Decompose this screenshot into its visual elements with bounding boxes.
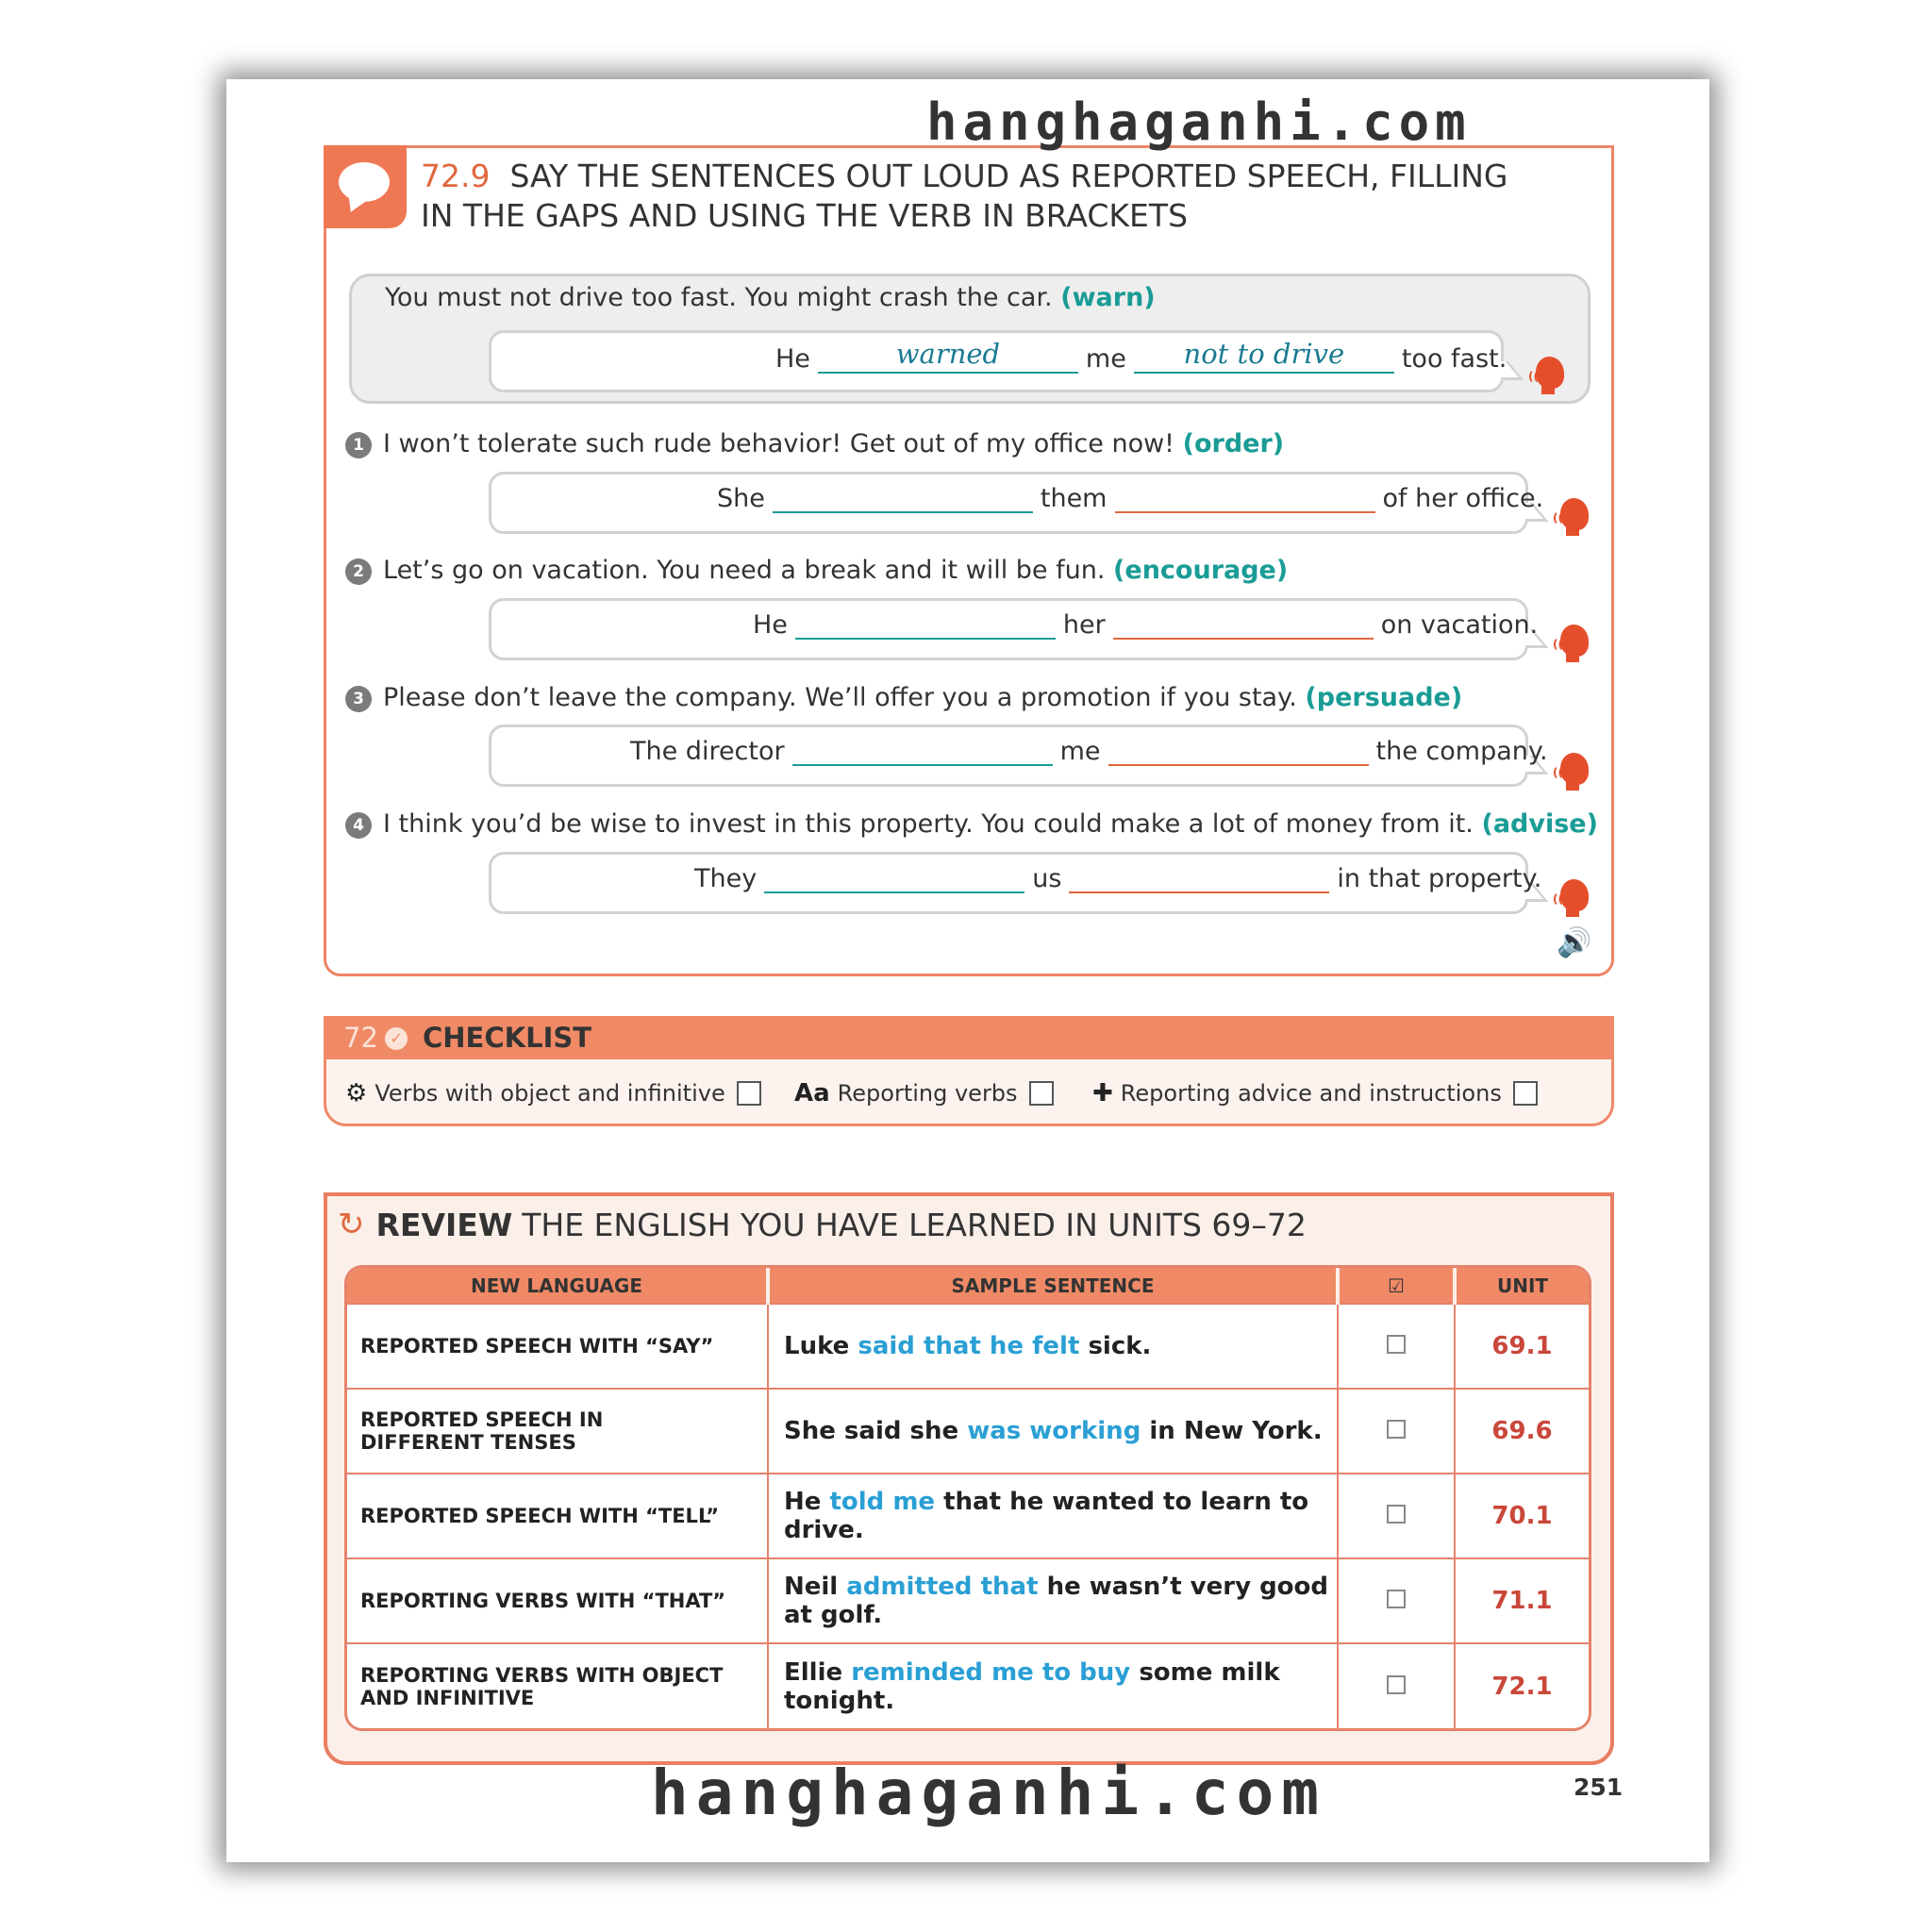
answer-gap-1[interactable] xyxy=(792,734,1053,766)
checkbox[interactable] xyxy=(1513,1081,1538,1106)
item-number: 3 xyxy=(345,686,372,712)
table-row: REPORTED SPEECH WITH “TELL” He told me that he wanted to learn to drive. 70.1 xyxy=(347,1474,1589,1558)
item-answer-line: She them of her office. xyxy=(717,481,1543,513)
review-title: ↻ REVIEW THE ENGLISH YOU HAVE LEARNED IN UNITS 69–72 xyxy=(338,1206,1307,1243)
checkbox[interactable] xyxy=(1387,1335,1406,1354)
exercise-title: 72.9 SAY THE SENTENCES OUT LOUD AS REPORTED SPEECH, FILLING IN THE GAPS AND USING THE VERB IN BRACKETS xyxy=(421,158,1508,234)
check-icon: ✓ xyxy=(385,1027,408,1050)
answer-gap-2[interactable] xyxy=(1115,481,1375,513)
page-number: 251 xyxy=(1574,1774,1624,1801)
answer-gap-1[interactable] xyxy=(795,608,1056,640)
table-row: REPORTING VERBS WITH “THAT” Neil admitted that he wasn’t very good at golf. 71.1 xyxy=(347,1558,1589,1643)
checklist-item: ⚙ Verbs with object and infinitive xyxy=(345,1079,761,1108)
item-prompt: Let’s go on vacation. You need a break and it will be fun. (encourage) xyxy=(383,556,1289,585)
item-answer-line: They us in that property. xyxy=(694,861,1541,893)
answer-gap-1[interactable] xyxy=(764,861,1024,893)
speaker-icon[interactable]: (( xyxy=(1553,753,1591,791)
speaker-icon[interactable]: (( xyxy=(1553,625,1591,662)
answer-gap-2[interactable] xyxy=(1069,861,1329,893)
text-icon: Aa xyxy=(794,1079,830,1108)
item-number: 4 xyxy=(345,812,372,839)
review-table xyxy=(347,1268,1589,1728)
example-gap-2: not to drive xyxy=(1134,341,1394,374)
answer-gap-2[interactable] xyxy=(1108,734,1369,766)
gears-icon: ⚙ xyxy=(345,1079,368,1108)
table-header-row: NEW LANGUAGE SAMPLE SENTENCE ☑ UNIT xyxy=(347,1268,1589,1304)
audio-icon[interactable]: 🔊 xyxy=(1557,926,1592,959)
speaker-icon[interactable]: (( xyxy=(1553,498,1591,536)
table-row: REPORTING VERBS WITH OBJECT AND INFINITIVE Ellie reminded me to buy some milk tonight. 72.1 xyxy=(347,1643,1589,1728)
puzzle-icon: ✚ xyxy=(1092,1079,1113,1108)
checkbox[interactable] xyxy=(1387,1590,1406,1608)
checkbox[interactable] xyxy=(737,1081,761,1106)
checklist-number: 72 xyxy=(343,1022,378,1054)
example-prompt: You must not drive too fast. You might crash the car. (warn) xyxy=(385,283,1156,312)
checkbox[interactable] xyxy=(1387,1505,1406,1524)
item-prompt: I think you’d be wise to invest in this property. You could make a lot of money from it. (advise) xyxy=(383,809,1598,839)
item-number: 2 xyxy=(345,558,372,585)
item-answer-line: The director me the company. xyxy=(630,734,1548,766)
checkbox[interactable] xyxy=(1029,1081,1054,1106)
item-prompt: I won’t tolerate such rude behavior! Get out of my office now! (order) xyxy=(383,429,1285,458)
checkbox[interactable] xyxy=(1387,1420,1406,1439)
checklist-title: CHECKLIST xyxy=(423,1022,592,1054)
watermark-top: hanghaganhi.com xyxy=(926,92,1472,152)
answer-gap-2[interactable] xyxy=(1113,608,1374,640)
answer-gap-1[interactable] xyxy=(773,481,1033,513)
exercise-number: 72.9 xyxy=(421,158,491,194)
checkbox[interactable] xyxy=(1387,1675,1406,1694)
example-gap-1: warned xyxy=(818,341,1078,374)
speaker-icon[interactable]: (( xyxy=(1553,879,1591,917)
item-prompt: Please don’t leave the company. We’ll offer you a promotion if you stay. (persuade) xyxy=(383,683,1463,712)
table-row: REPORTED SPEECH IN DIFFERENT TENSES She said she was working in New York. 69.6 xyxy=(347,1389,1589,1474)
checklist-item: Aa Reporting verbs xyxy=(794,1079,1054,1108)
item-answer-line: He her on vacation. xyxy=(753,608,1538,640)
table-row: REPORTED SPEECH WITH “SAY” Luke said that he felt sick. 69.1 xyxy=(347,1304,1589,1389)
item-number: 1 xyxy=(345,432,372,458)
watermark-bottom: hanghaganhi.com xyxy=(651,1757,1327,1829)
speech-bubble-icon xyxy=(324,145,407,228)
example-answer-line: He warned me not to drive too fast. xyxy=(775,338,1507,374)
refresh-icon: ↻ xyxy=(338,1206,365,1243)
speaker-icon[interactable]: (( xyxy=(1528,357,1566,394)
checklist-item: ✚ Reporting advice and instructions xyxy=(1092,1079,1538,1108)
